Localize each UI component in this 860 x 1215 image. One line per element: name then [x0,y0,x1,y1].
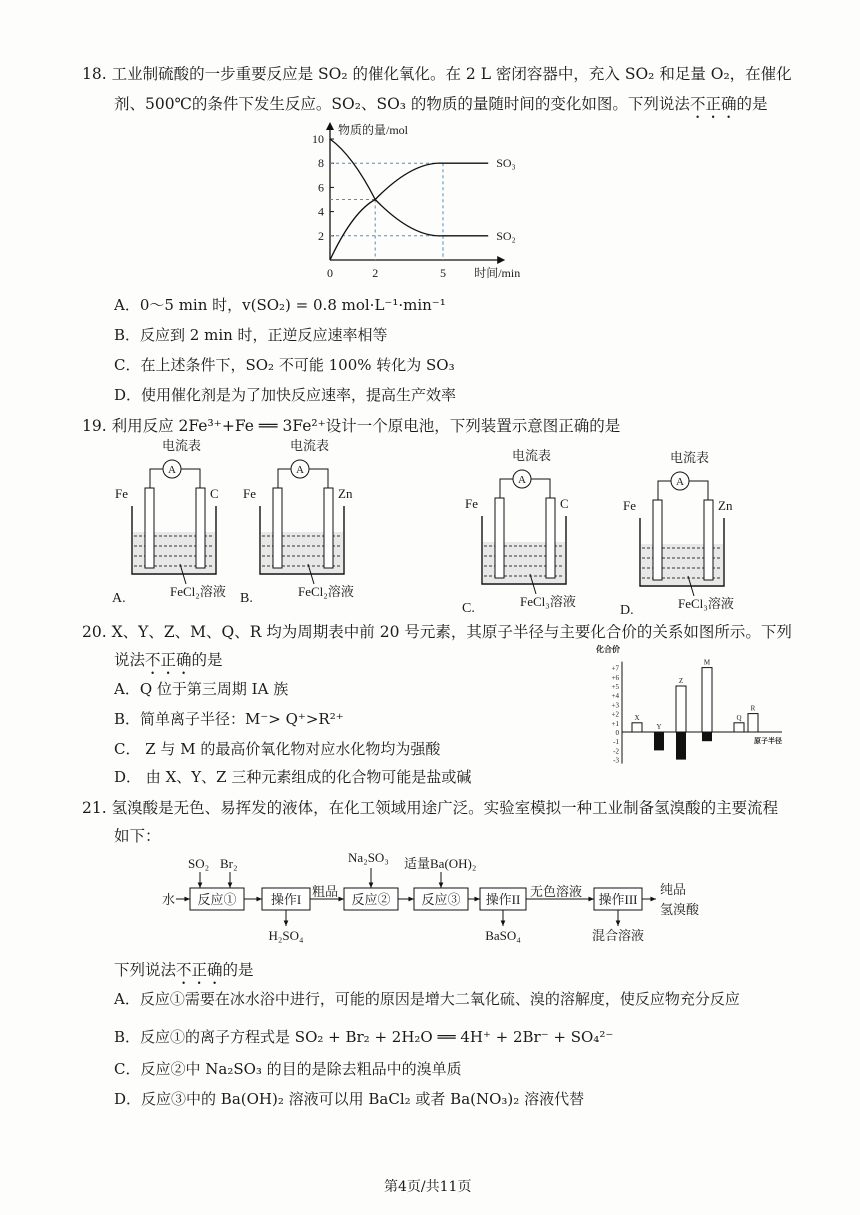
solution-label: FeCl₃溶液 [678,596,734,611]
cell-device-3 [462,448,576,614]
bar-label: Y [656,723,662,731]
electrode-right [196,488,205,568]
x-axis-arrow [497,256,505,264]
q18-stem-suffix: 的是 [736,95,768,113]
flow-arrow-head [256,897,262,902]
option-letter: B. [240,591,253,606]
q20-option-a: A．Q 位于第三周期 IA 族 [114,680,289,698]
q19-line [82,414,620,436]
option-letter: D. [620,603,634,614]
bar-label: X [634,713,640,722]
y-tick-label: -2 [613,747,619,756]
q19-number: 19. [82,417,107,435]
electrode-left [653,500,662,580]
bar-positive-X [632,723,642,732]
y-tick-label: 4 [318,204,324,219]
x-tick-label: 5 [440,266,446,280]
electrode-left-label: Fe [243,486,256,501]
flow-br2: Br₂ [220,856,238,871]
electrode-right-label: Zn [338,486,353,501]
flow-baso4: BaSO₄ [485,928,521,943]
flow-arrow-head [474,897,480,902]
electrode-right [704,500,713,580]
flow-arrow-head [650,897,656,902]
electrode-left [273,488,282,568]
q18-emphasis: 不正确 [689,95,737,113]
cell-device-2 [240,438,354,606]
q21-question-prefix: 下列说法 [114,961,177,979]
q18-option-a: A．0～5 min 时，v(SO₂) = 0.8 mol·L⁻¹·min⁻¹ [114,296,446,314]
electrode-left-label: Fe [623,498,636,513]
q19-stem: 利用反应 2Fe³⁺+Fe ══ 3Fe²⁺设计一个原电池，下列装置示意图正确的是 [111,417,621,435]
x-axis-label: 时间/min [474,266,521,280]
bar-label: M [703,658,711,667]
q21-option-a: A．反应①需要在冰水浴中进行，可能的原因是增大二氧化硫、溴的溶解度，使反应物充分反应 [114,990,740,1008]
meter-label: 电流表 [512,448,552,463]
x-tick-label: 2 [372,266,379,280]
flow-operation2-label: 操作II [485,892,521,907]
q18-chart [300,114,560,286]
electrode-left-label: Fe [115,486,128,501]
y-axis-arrow [326,122,334,130]
bar-negative-Y [654,732,664,750]
cell-device-4 [620,450,734,614]
ammeter-symbol: A [518,474,526,486]
flow-baoh: 适量Ba(OH)₂ [404,856,477,871]
flow-reaction1-label: 反应① [197,892,237,907]
electrode-right [324,488,333,568]
flow-pure2: 氢溴酸 [660,902,700,917]
flow-water: 水 [162,892,176,907]
q18-stem-line1: 工业制硫酸的一步重要反应是 SO₂ 的催化氧化。在 2 L 密闭容器中，充入 SO₂ 和足量 O₂，在催化 [111,65,792,83]
wire [278,469,291,488]
electrode-right-label: C [210,486,219,501]
flow-arrow-head [501,920,506,926]
q21-flowchart [150,848,710,948]
series-label: SO₂ [496,228,516,243]
bar-positive-Q [734,723,744,732]
q20-line1 [82,620,792,642]
wire [500,479,513,498]
q21-option-c: C．反应②中 Na₂SO₃ 的目的是除去粗品中的溴单质 [114,1060,462,1078]
flow-arrow-head [184,897,190,902]
q20-emphasis: 不正确 [145,651,192,669]
y-axis-label: 物质的量/mol [338,123,409,137]
y-tick-label: +5 [611,683,619,691]
flow-arrow-head [588,897,594,902]
q18-line1 [82,62,792,84]
q20-chart [596,642,796,772]
electrode-right-label: C [560,496,569,511]
option-letter: C. [462,601,475,614]
q19-devices [100,436,760,614]
y-tick-label: 10 [312,132,324,146]
y-tick-label: 6 [318,180,324,195]
y-tick-label: 8 [318,156,324,171]
x-tick-label: 0 [327,266,333,280]
solution-label: FeCl₂溶液 [298,584,354,599]
wire [181,469,200,488]
electrode-left [495,498,504,578]
meter-label: 电流表 [670,450,710,465]
q18-option-b: B．反应到 2 min 时，正逆反应速率相等 [114,326,388,344]
q18-option-c: C．在上述条件下，SO₂ 不可能 100% 转化为 SO₃ [114,356,455,374]
solution-label: FeCl₃溶液 [520,594,576,609]
series-line-1 [330,139,488,236]
y-tick-label: +7 [611,664,619,673]
q20-option-b: B．简单离子半径：M⁻> Q⁺>R²⁺ [114,710,344,728]
series-line-0 [330,163,488,260]
bar-positive-M [702,668,712,732]
flow-pure1: 纯品 [660,882,687,897]
bar-label: R [750,704,756,713]
wire [150,469,163,488]
q18-option-d: D．使用催化剂是为了加快反应速率，提高生产效率 [114,386,457,404]
flow-operation3-label: 操作III [598,892,638,907]
electrode-right-label: Zn [718,498,733,513]
meter-label: 电流表 [162,438,202,453]
y-tick-label: -3 [613,756,619,765]
y-tick-label: +2 [611,710,619,719]
flow-colorless: 无色溶液 [530,884,583,899]
y-tick-label: +6 [611,673,619,682]
q21-line2: 如下： [114,827,161,845]
meter-label: 电流表 [290,438,330,453]
bar-label: Z [678,677,684,685]
bar-positive-R [748,714,758,732]
q20-option-d: D． 由 X、Y、Z 三种元素组成的化合物可能是盐或碱 [114,768,472,786]
q18-number: 18. [82,65,107,83]
electrode-left-label: Fe [465,496,478,511]
y-tick-label: +1 [611,719,619,728]
q20-line2 [114,648,223,678]
option-letter: A. [112,591,126,606]
bar-negative-M [702,732,712,741]
q21-number: 21. [82,799,107,817]
q20-stem-prefix: 说法 [114,651,146,669]
y-axis-label: 化合价 [596,645,620,654]
ammeter-symbol: A [296,464,304,476]
q20-option-c: C． Z 与 M 的最高价氧化物对应水化物均为强酸 [114,740,441,758]
q20-stem-suffix: 的是 [191,651,223,669]
page-footer: 第4页/共11页 [384,1179,472,1195]
flow-operation1-label: 操作I [270,892,302,907]
q20-stem-line1: X、Y、Z、M、Q、R 均为周期表中前 20 号元素，其原子半径与主要化合价的关系如图所示。下列 [111,623,792,641]
wire [658,481,671,500]
flow-arrow-head [284,920,289,926]
bar-negative-Z [676,732,686,760]
q21-option-d: D．反应③中的 Ba(OH)₂ 溶液可以用 BaCl₂ 或者 Ba(NO₃)₂ 溶液代替 [114,1090,585,1108]
q20-number: 20. [82,623,107,641]
cell-device-1 [112,438,226,606]
electrode-right [546,498,555,578]
flow-arrow-head [616,920,621,926]
wire [689,481,708,500]
bar-label: Q [736,713,742,722]
y-tick-label: +3 [611,701,619,710]
y-tick-label: +4 [611,692,619,701]
ammeter-symbol: A [168,464,176,476]
flow-arrow-head [198,882,203,888]
flow-reaction3-label: 反应③ [421,892,461,907]
ammeter-symbol: A [676,476,684,488]
flow-crude: 粗品 [312,884,339,899]
q21-question [114,958,254,988]
series-label: SO₃ [496,156,516,171]
flow-arrow-head [338,897,344,902]
flow-arrow-head [369,882,374,888]
y-tick-label: 2 [318,228,324,243]
q18-stem-line2: 剂、500℃的条件下发生反应。SO₂、SO₃ 的物质的量随时间的变化如图。下列说法 [114,95,690,113]
q21-question-suffix: 的是 [222,961,254,979]
q21-line1 [82,796,778,818]
q21-option-b: B．反应①的离子方程式是 SO₂ + Br₂ + 2H₂O ══ 4H⁺ + 2Br⁻ + SO₄²⁻ [114,1028,614,1046]
flow-mixed: 混合溶液 [591,928,645,943]
flow-arrow-head [228,882,233,888]
flow-h2so4: H₂SO₄ [268,928,304,943]
q21-emphasis: 不正确 [176,961,223,979]
flow-arrow-head [408,897,414,902]
y-tick-label: 0 [615,729,619,737]
wire [309,469,328,488]
q21-stem-line1: 氢溴酸是无色、易挥发的液体，在化工领域用途广泛。实验室模拟一种工业制备氢溴酸的主要流程 [111,799,779,817]
wire [531,479,550,498]
y-tick-label: -1 [613,738,619,747]
bar-positive-Z [676,686,686,732]
flow-arrow-head [439,882,444,888]
flow-so2: SO₂ [188,856,210,871]
flow-na2so3: Na₂SO₃ [348,850,389,865]
x-axis-label: 原子半径 [754,737,782,745]
solution-label: FeCl₂溶液 [170,584,226,599]
electrode-left [145,488,154,568]
flow-reaction2-label: 反应② [351,892,391,907]
